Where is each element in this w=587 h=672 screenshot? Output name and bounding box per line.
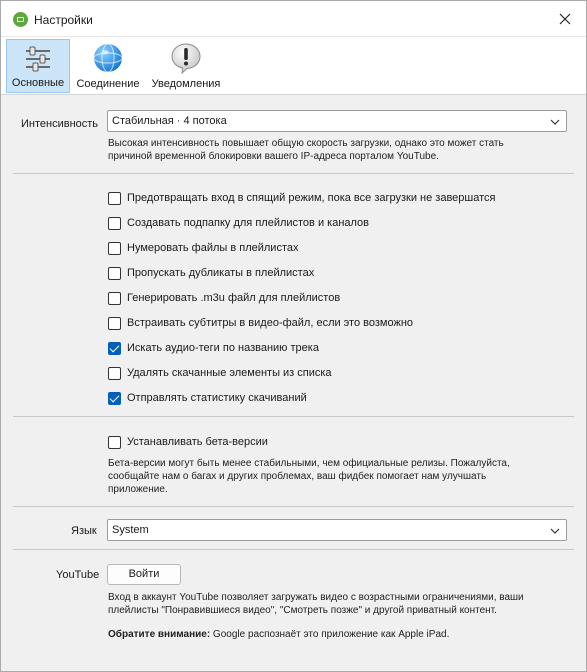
chevron-down-icon: [550, 117, 560, 127]
beta-hint-1: Бета-версии могут быть менее стабильными, чем официальные релизы. Пожалуйста,: [108, 458, 510, 469]
option-checkbox[interactable]: [108, 242, 121, 255]
option-embed-subtitles[interactable]: [108, 315, 413, 331]
youtube-hint-1: Вход в аккаунт YouTube позволяет загружать видео с возрастными ограничениями, ваши: [108, 592, 524, 603]
option-checkbox[interactable]: [108, 317, 121, 330]
youtube-label: YouTube: [56, 569, 100, 581]
youtube-note-text: Google распознаёт это приложение как Apple iPad.: [210, 629, 450, 640]
title-bar: [1, 1, 586, 37]
option-label: Отправлять статистику скачиваний: [127, 392, 307, 404]
divider: [13, 416, 574, 417]
option-label: Искать аудио-теги по названию трека: [127, 342, 319, 354]
option-label: Пропускать дубликаты в плейлистах: [127, 267, 315, 279]
language-select[interactable]: [107, 519, 567, 541]
option-audio-tags[interactable]: [108, 340, 319, 356]
option-checkbox[interactable]: [108, 192, 121, 205]
youtube-note: [108, 628, 449, 641]
settings-toolbar: [1, 37, 586, 95]
beta-checkbox[interactable]: [108, 436, 121, 449]
beta-hint-2: сообщайте нам о багах и других проблемах, ваш фидбек помогает нам улучшать: [108, 471, 487, 482]
youtube-note-bold: Обратите внимание:: [108, 629, 211, 640]
option-create-subfolder[interactable]: [108, 215, 369, 231]
intensity-hint-1: Высокая интенсивность повышает общую скорость загрузки, однако это может стать: [108, 138, 504, 149]
close-icon: [559, 13, 571, 25]
option-checkbox[interactable]: [108, 392, 121, 405]
exclamation-bubble-icon: [170, 42, 202, 74]
language-value: System: [112, 524, 149, 536]
beta-hint-3: приложение.: [108, 484, 168, 495]
app-icon: [13, 12, 28, 27]
option-label: Удалять скачанные элементы из списка: [127, 367, 332, 379]
tab-notifications[interactable]: [147, 39, 225, 93]
option-checkbox[interactable]: [108, 342, 121, 355]
option-generate-m3u[interactable]: [108, 290, 340, 306]
tab-general-label: Основные: [11, 77, 65, 89]
globe-icon: [92, 42, 124, 74]
tab-connection[interactable]: [72, 39, 144, 93]
option-remove-downloaded[interactable]: [108, 365, 332, 381]
beta-label: Устанавливать бета-версии: [127, 436, 268, 448]
option-prevent-sleep[interactable]: [108, 190, 496, 206]
option-number-files[interactable]: [108, 240, 298, 256]
tab-notifications-label: Уведомления: [151, 78, 221, 90]
tab-general[interactable]: [6, 39, 70, 93]
close-button[interactable]: [550, 5, 580, 33]
option-checkbox[interactable]: [108, 267, 121, 280]
option-label: Нумеровать файлы в плейлистах: [127, 242, 299, 254]
intensity-hint-2: причиной временной блокировки вашего IP-адреса порталом YouTube.: [108, 151, 439, 162]
intensity-value: Стабильная · 4 потока: [112, 115, 227, 127]
window-title: Настройки: [34, 13, 93, 27]
option-send-statistics[interactable]: [108, 390, 307, 406]
intensity-select[interactable]: [107, 110, 567, 132]
option-beta-versions[interactable]: [108, 434, 268, 450]
option-label: Создавать подпапку для плейлистов и каналов: [127, 217, 370, 229]
divider: [13, 549, 574, 550]
option-checkbox[interactable]: [108, 217, 121, 230]
option-checkbox[interactable]: [108, 367, 121, 380]
sliders-icon: [22, 43, 54, 75]
option-checkbox[interactable]: [108, 292, 121, 305]
general-settings-panel: [7, 95, 581, 667]
chevron-down-icon: [550, 526, 560, 536]
tab-connection-label: Соединение: [76, 78, 140, 90]
intensity-label: Интенсивность: [21, 118, 99, 130]
option-label: Генерировать .m3u файл для плейлистов: [127, 292, 341, 304]
youtube-hint-2: плейлисты "Понравившиеся видео", "Смотреть позже" и другой приватный контент.: [108, 605, 497, 616]
option-label: Предотвращать вход в спящий режим, пока все загрузки не завершатся: [127, 192, 496, 204]
language-label: Язык: [71, 525, 97, 537]
divider: [13, 173, 574, 174]
youtube-login-button[interactable]: Войти: [107, 564, 181, 585]
option-label: Встраивать субтитры в видео-файл, если это возможно: [127, 317, 414, 329]
divider: [13, 506, 574, 507]
option-skip-duplicates[interactable]: [108, 265, 314, 281]
